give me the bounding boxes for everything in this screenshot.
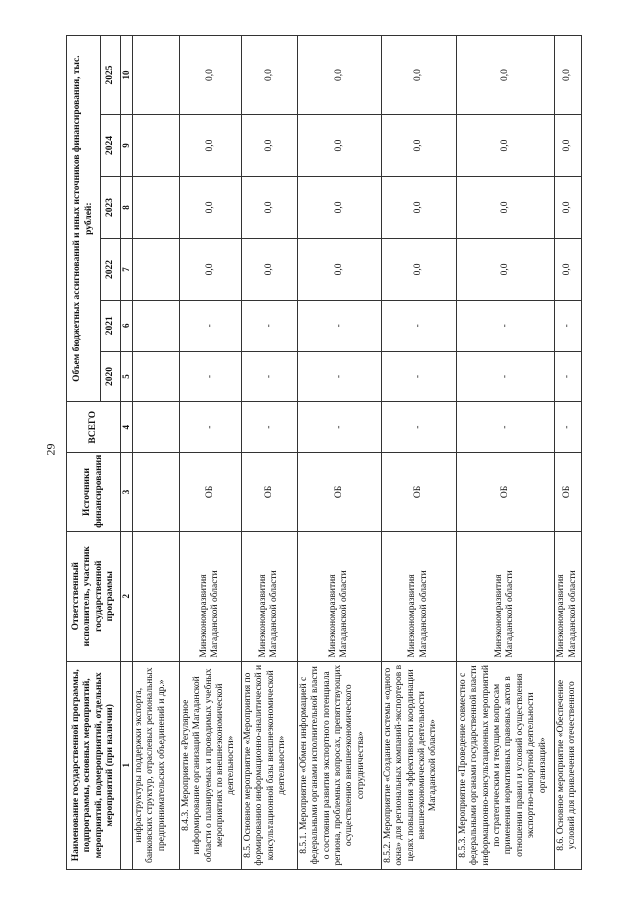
value-cell: -: [179, 351, 241, 402]
value-cell: 0,0: [297, 177, 381, 239]
column-index: 5: [121, 351, 133, 402]
value-cell: [132, 300, 179, 351]
value-cell: [132, 177, 179, 239]
responsible-cell: Минэкономразвития Магаданской области: [297, 531, 381, 661]
value-cell: 0,0: [179, 115, 241, 177]
value-cell: -: [179, 300, 241, 351]
header-year: 2025: [101, 36, 121, 115]
value-cell: -: [554, 402, 581, 453]
value-cell: -: [241, 402, 297, 453]
source-cell: ОБ: [381, 453, 456, 532]
responsible-cell: Минэкономразвития Магаданской области: [179, 531, 241, 661]
header-name: Наименование государственной программы, подпрограммы, основных мероприятий, мероприятий, подмероприятий, отдельных мероприятий (при наличии): [67, 661, 121, 869]
value-cell: 0,0: [241, 115, 297, 177]
value-cell: -: [241, 351, 297, 402]
header-source: Источники финансирования: [67, 453, 121, 532]
value-cell: 0,0: [456, 115, 554, 177]
column-index: 9: [121, 115, 133, 177]
value-cell: 0,0: [241, 177, 297, 239]
responsible-cell: Минэкономразвития Магаданской области: [241, 531, 297, 661]
activity-name-cell: 8.6. Основное мероприятие «Обеспечение условий для привлечения отечественного: [554, 661, 581, 869]
value-cell: -: [381, 402, 456, 453]
column-index: 7: [121, 238, 133, 300]
value-cell: 0,0: [381, 36, 456, 115]
activity-name-cell: 8.5. Основное мероприятие «Мероприятия по формированию информационно-аналитической и консультационной базы внешнеэкономической деятельности»: [241, 661, 297, 869]
table-row: [241, 36, 297, 870]
responsible-cell: [132, 531, 179, 661]
table-row: [132, 36, 179, 870]
column-index-row: [121, 36, 133, 870]
column-index: 8: [121, 177, 133, 239]
responsible-cell: Минэкономразвития Магаданской области: [456, 531, 554, 661]
table-row: [297, 36, 381, 870]
value-cell: [132, 238, 179, 300]
activity-name-cell: 8.5.1. Мероприятие «Обмен информацией с федеральными органами исполнительной власти о состоянии развития экспортного потенциала региона, проблемных вопросах, препятствующих осуществлению внешнеэкономического сотрудничества»: [297, 661, 381, 869]
activity-name-cell: инфраструктуры поддержки экспорта, банковских структур, отраслевых региональных предпринимательских объединений и др.»: [132, 661, 179, 869]
source-cell: ОБ: [297, 453, 381, 532]
source-cell: ОБ: [179, 453, 241, 532]
value-cell: 0,0: [381, 177, 456, 239]
value-cell: 0,0: [297, 238, 381, 300]
value-cell: 0,0: [554, 177, 581, 239]
value-cell: 0,0: [456, 36, 554, 115]
activity-name-cell: 8.4.3. Мероприятие «Регулярное информирование организаций Магаданской области о планируемых и проводимых учебных мероприятиях по внешнеэкономической деятельности»: [179, 661, 241, 869]
value-cell: 0,0: [297, 36, 381, 115]
value-cell: -: [554, 300, 581, 351]
value-cell: [132, 36, 179, 115]
value-cell: 0,0: [241, 36, 297, 115]
value-cell: -: [297, 351, 381, 402]
value-cell: -: [456, 351, 554, 402]
value-cell: 0,0: [456, 238, 554, 300]
header-year: 2022: [101, 238, 121, 300]
column-index: 6: [121, 300, 133, 351]
header-year: 2024: [101, 115, 121, 177]
value-cell: 0,0: [241, 238, 297, 300]
value-cell: 0,0: [554, 36, 581, 115]
value-cell: -: [554, 351, 581, 402]
value-cell: 0,0: [381, 115, 456, 177]
column-index: 2: [121, 531, 133, 661]
value-cell: -: [381, 300, 456, 351]
source-cell: ОБ: [456, 453, 554, 532]
header-funding-group: Объем бюджетных ассигнований и иных источников финансирования, тыс. рублей:: [67, 36, 101, 402]
responsible-cell: Минэкономразвития Магаданской области: [381, 531, 456, 661]
source-cell: ОБ: [554, 453, 581, 532]
table-row: [381, 36, 456, 870]
header-responsible: Ответственный исполнитель, участник государственной программы: [67, 531, 121, 661]
value-cell: [132, 351, 179, 402]
value-cell: 0,0: [381, 238, 456, 300]
source-cell: ОБ: [241, 453, 297, 532]
value-cell: [132, 402, 179, 453]
value-cell: 0,0: [554, 115, 581, 177]
value-cell: -: [241, 300, 297, 351]
value-cell: 0,0: [297, 115, 381, 177]
value-cell: -: [297, 402, 381, 453]
table-row: [179, 36, 241, 870]
activity-name-cell: 8.5.3. Мероприятие «Проведение совместно с федеральными органами государственной власти информационно-консультационных мероприятий по стратегическим и текущим вопросам применения нормативных правовых актов в отношении правил и условий осуществления экспортно-импортной деятельности организаций»: [456, 661, 554, 869]
activity-name-cell: 8.5.2. Мероприятие «Создание системы «одного окна» для региональных компаний-экспортеров в целях повышения эффективности координации внешнеэкономической деятельности Магаданской области»: [381, 661, 456, 869]
table-row: [554, 36, 581, 870]
responsible-cell: Минэкономразвития Магаданской области: [554, 531, 581, 661]
value-cell: 0,0: [179, 36, 241, 115]
column-index: 10: [121, 36, 133, 115]
value-cell: -: [456, 402, 554, 453]
value-cell: -: [456, 300, 554, 351]
value-cell: -: [381, 351, 456, 402]
source-cell: [132, 453, 179, 532]
page-number: 29: [43, 443, 58, 456]
value-cell: 0,0: [456, 177, 554, 239]
value-cell: -: [179, 402, 241, 453]
column-index: 4: [121, 402, 133, 453]
column-index: 3: [121, 453, 133, 532]
funding-table: [66, 35, 582, 870]
value-cell: 0,0: [554, 238, 581, 300]
table-row: [456, 36, 554, 870]
rotated-page: [66, 35, 578, 870]
value-cell: -: [297, 300, 381, 351]
header-total: ВСЕГО: [67, 402, 121, 453]
header-row-top: [67, 36, 101, 870]
value-cell: 0,0: [179, 238, 241, 300]
value-cell: 0,0: [179, 177, 241, 239]
header-year: 2023: [101, 177, 121, 239]
header-year: 2021: [101, 300, 121, 351]
value-cell: [132, 115, 179, 177]
column-index: 1: [121, 661, 133, 869]
header-year: 2020: [101, 351, 121, 402]
